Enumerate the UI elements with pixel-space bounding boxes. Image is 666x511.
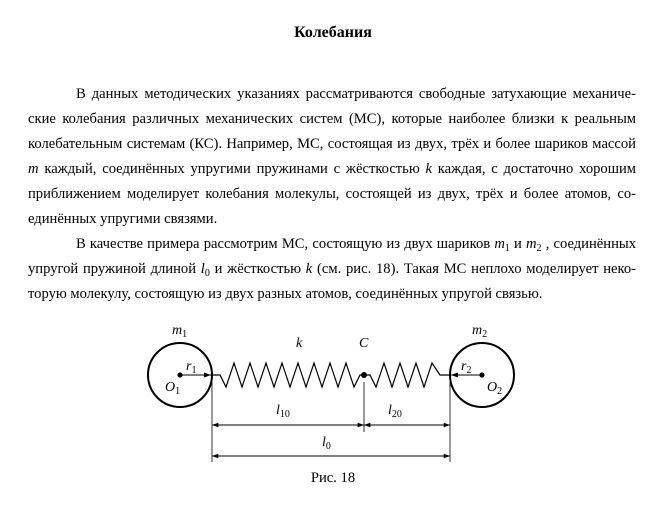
text-span: В качестве примера рассмотрим МС, состоящую из двух шариков xyxy=(76,236,495,252)
paragraph-1-line-1: В данных методических указаниях рассматриваются свободные затухающие механиче- xyxy=(76,86,636,102)
label-subscript: 20 xyxy=(391,409,402,420)
spring-right xyxy=(364,363,450,387)
figure-caption: Рис. 18 xyxy=(310,470,356,486)
label-symbol: l xyxy=(276,403,280,418)
label-symbol: m xyxy=(172,323,183,338)
label-subscript: 2 xyxy=(482,329,488,340)
mass-symbol: m xyxy=(494,236,505,252)
paragraph-1 xyxy=(28,82,636,232)
text-span: и xyxy=(509,236,526,252)
label-o2 xyxy=(487,380,502,397)
text-span: (см. рис. 18). Такая МС неплохо моделирует неко- xyxy=(312,261,637,277)
text-span: упругой пружиной длиной xyxy=(28,261,201,277)
mass-symbol: m xyxy=(28,161,39,177)
label-symbol: l xyxy=(388,403,392,418)
paragraph-1-line-6: единённых упругими связями. xyxy=(28,211,218,227)
paragraph-1-line-5: приближением моделирует колебания молекулы, состоящей из двух, трёх и более атомов, со- xyxy=(28,186,636,202)
label-m2 xyxy=(472,323,487,340)
label-symbol: O xyxy=(487,380,498,395)
label-o1 xyxy=(165,380,180,397)
label-m1 xyxy=(172,323,187,340)
paragraph-1-line-4 xyxy=(28,157,636,182)
paragraph-2 xyxy=(28,232,636,307)
center-of-mass-c xyxy=(361,372,367,378)
label-symbol: m xyxy=(472,323,483,338)
label-symbol: r xyxy=(186,359,192,374)
stiffness-symbol: k xyxy=(425,161,433,177)
label-l0 xyxy=(322,435,331,452)
stiffness-symbol: k xyxy=(305,261,313,277)
label-subscript: 1 xyxy=(182,329,188,340)
label-k: k xyxy=(296,336,303,351)
label-subscript: 2 xyxy=(497,386,503,397)
text-span: и жёсткостью xyxy=(209,261,306,277)
subscript: 1 xyxy=(504,243,510,254)
label-symbol: r xyxy=(461,359,467,374)
section-title: Колебания xyxy=(294,24,372,41)
label-r2 xyxy=(461,359,471,376)
label-r1 xyxy=(186,359,196,376)
spring-left xyxy=(212,363,364,387)
label-c: C xyxy=(359,336,369,351)
label-subscript: 2 xyxy=(466,365,472,376)
label-symbol: l xyxy=(322,435,326,450)
text-span: , соединённых xyxy=(541,236,636,252)
length-symbol: l xyxy=(200,261,205,277)
paragraph-2-line-2 xyxy=(28,257,636,282)
label-l10 xyxy=(276,403,290,420)
mass-symbol: m xyxy=(526,236,537,252)
label-subscript: 10 xyxy=(279,409,290,420)
label-subscript: 1 xyxy=(175,386,181,397)
text-span: каждый, соединённых упругими пружинами с жёсткостью xyxy=(38,161,426,177)
paragraph-1-line-2: ские колебания различных механических систем (МС), которые наиболее близки к реальным xyxy=(28,111,636,127)
paragraph-2-line-1 xyxy=(28,232,636,257)
paragraph-1-line-3: колебательным системам (КС). Например, МС, состоящая из двух, трёх и более шариков массой xyxy=(28,136,636,152)
paragraph-2-line-3: торую молекулу, состоящую из двух разных атомов, соединённых упругой связью. xyxy=(28,286,543,302)
subscript: 2 xyxy=(536,243,542,254)
subscript: 0 xyxy=(204,268,210,279)
label-l20 xyxy=(388,403,402,420)
label-subscript: 1 xyxy=(191,365,197,376)
text-span: каждая, с достаточно хорошим xyxy=(432,161,636,177)
label-symbol: O xyxy=(165,380,176,395)
label-subscript: 0 xyxy=(325,441,331,452)
